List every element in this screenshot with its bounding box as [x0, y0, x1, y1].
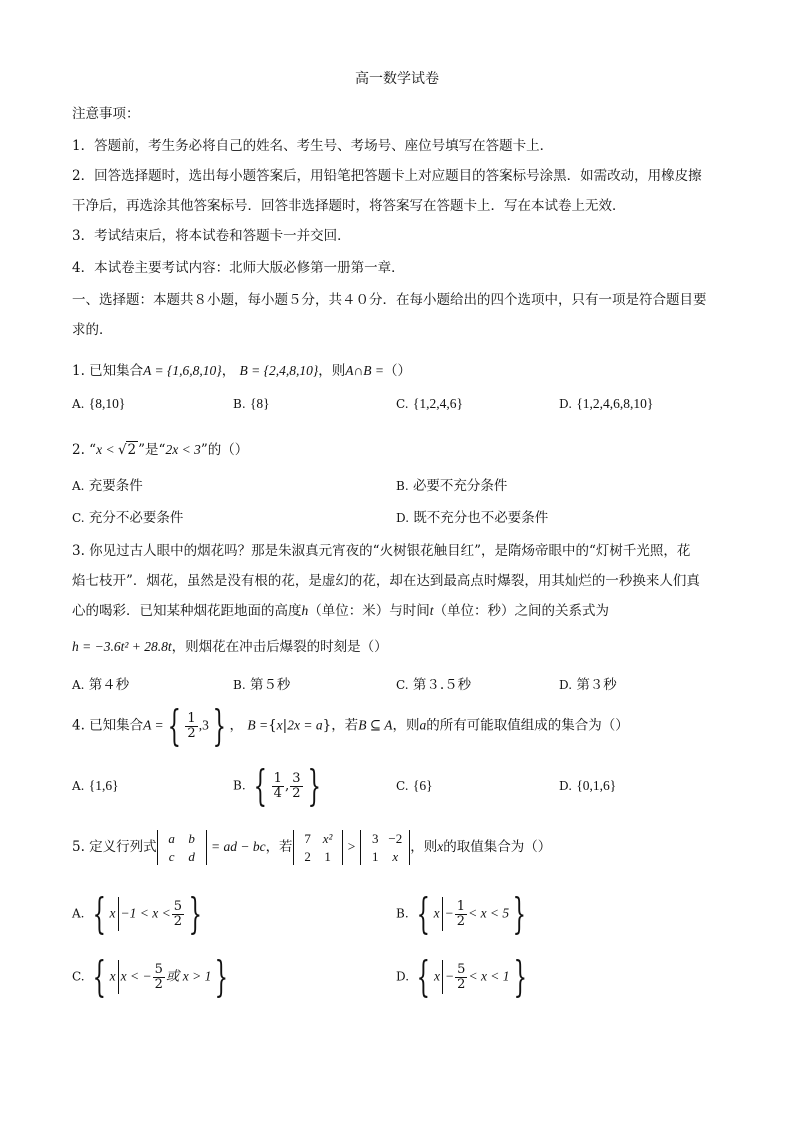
height-formula: h = −3.6t² + 28.8t	[72, 639, 172, 654]
question-3-line2: 焰七枝开”．烟花，虽然是没有根的花，是虚幻的花，却在达到最高点时爆裂，用其灿烂的一秒换来人们真	[72, 573, 700, 589]
option-b[interactable]: B. {8}	[233, 396, 270, 411]
option-a[interactable]: A. {1,6}	[72, 778, 119, 793]
question-1: 1. 已知集合A = {1,6,8,10}， B = {2,4,8,10}，则A∩B =（）	[72, 363, 412, 379]
sqrt-2: 2	[127, 442, 137, 458]
option-c[interactable]: C. {6}	[396, 778, 433, 793]
section-heading: 一、选择题：本题共８小题，每小题５分，共４０分．在每小题给出的四个选项中，只有一项是符合题目要	[72, 292, 707, 308]
option-b[interactable]: B. 必要不充分条件	[396, 478, 508, 494]
notice-item: 1．答题前，考生务必将自己的姓名、考生号、考场号、座位号填写在答题卡上．	[72, 138, 554, 154]
option-d[interactable]: D. {1,2,4,6,8,10}	[559, 396, 654, 411]
question-5: 5. 定义行列式a b c d = ad − bc，若7 x² 2 1 > 3 −2 1 x，则x的取值集合为（）	[72, 831, 552, 864]
question-3-line1: 3. 你见过古人眼中的烟花吗？那是朱淑真元宵夜的“火树银花触目红”，是隋炀帝眼中的“灯树千光照，花	[72, 543, 691, 559]
option-a[interactable]: A. { x −1 < x < $\frac{5}{2}$ }	[72, 889, 203, 938]
option-d[interactable]: D. { x − $\frac{5}{2}$ < x < 1}	[396, 952, 527, 1001]
intersection-expr: A∩B =	[345, 363, 385, 378]
determinant-definition: a b c d	[157, 830, 207, 865]
option-d[interactable]: D. {0,1,6}	[559, 778, 617, 793]
notice-item: 2．回答选择题时，选出每小题答案后，用铅笔把答题卡上对应题目的答案标号涂黑．如需改动，用橡皮擦	[72, 168, 702, 184]
notice-item: 4．本试卷主要考试内容：北师大版必修第一册第一章．	[72, 260, 405, 276]
determinant-right: 3 −2 1 x	[360, 830, 410, 865]
set-a: A = {1,6,8,10}	[143, 363, 222, 378]
question-3-line4: h = −3.6t² + 28.8t，则烟花在冲击后爆裂的时刻是（）	[72, 639, 388, 655]
section-heading-cont: 求的．	[72, 322, 113, 338]
determinant-left: 7 x² 2 1	[293, 830, 343, 865]
set-b: B = {2,4,8,10}	[239, 363, 319, 378]
option-c[interactable]: C. 第３.５秒	[396, 677, 472, 693]
option-d[interactable]: D. 既不充分也不必要条件	[396, 510, 549, 526]
option-a[interactable]: A. 充要条件	[72, 478, 143, 494]
question-3-line3: 心的喝彩．已知某种烟花距地面的高度h（单位：米）与时间t（单位：秒）之间的关系式为	[72, 603, 610, 619]
option-a[interactable]: A. 第４秒	[72, 677, 130, 693]
notice-item: 3．考试结束后，将本试卷和答题卡一并交回．	[72, 228, 351, 244]
option-c[interactable]: C. {1,2,4,6}	[396, 396, 463, 411]
question-4: 4. 已知集合A ={ $\frac{1}{2}$ ,3} ， B ={x|2x = a}，若B ⊆ A，则a的所有可能取值组成的集合为（）	[72, 701, 629, 750]
question-2: 2. “x < √2 ”是“2x < 3”的（）	[72, 442, 249, 458]
page-title: 高一数学试卷	[355, 71, 439, 87]
option-c[interactable]: C. 充分不必要条件	[72, 510, 184, 526]
option-b[interactable]: B. { x − $\frac{1}{2}$ < x < 5}	[396, 889, 527, 938]
option-b[interactable]: B. 第５秒	[233, 677, 291, 693]
option-d[interactable]: D. 第３秒	[559, 677, 617, 693]
option-a[interactable]: A. {8,10}	[72, 396, 126, 411]
option-c[interactable]: C. { x x < − $\frac{5}{2}$ 或 x > 1}	[72, 952, 229, 1001]
notice-item: 干净后，再选涂其他答案标号．回答非选择题时，将答案写在答题卡上．写在本试卷上无效．	[72, 198, 626, 214]
option-b[interactable]: B. { $\frac{1}{4}$ , $\frac{3}{2}$ }	[233, 761, 321, 810]
notice-heading: 注意事项：	[72, 106, 140, 122]
